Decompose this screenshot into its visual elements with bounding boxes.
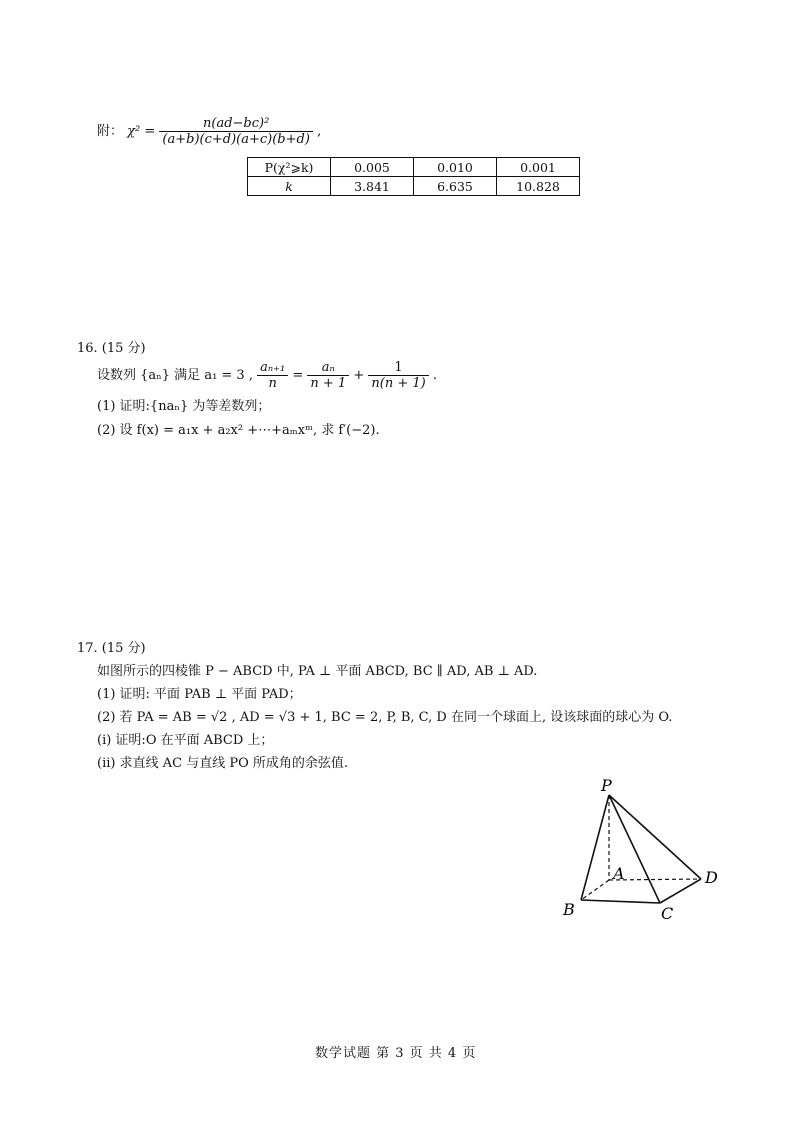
q16-intro: 设数列 {aₙ} 满足 a₁ = 3 , <box>97 368 253 383</box>
q16-frac2-num: aₙ <box>307 360 349 376</box>
pyramid-figure <box>555 775 735 925</box>
table-cell: 10.828 <box>497 177 580 196</box>
q16-frac3-den: n(n + 1) <box>371 376 426 391</box>
table-cell: P(χ²⩾k) <box>248 158 331 177</box>
table-cell: 0.010 <box>414 158 497 177</box>
page-footer: 数学试题 第 3 页 共 4 页 <box>315 1046 477 1061</box>
q16-frac2 <box>307 360 349 391</box>
q16-frac3-num: 1 <box>368 360 428 376</box>
table-row <box>248 177 580 196</box>
q17-part2: (2) 若 PA = AB = √2 , AD = √3 + 1, BC = 2, P, B, C, D 在同一个球面上, 设该球面的球心为 O. <box>97 710 673 725</box>
formula-trail: , <box>317 124 322 139</box>
q16-number: 16. (15 分) <box>77 341 146 356</box>
q17-part2i: (i) 证明:O 在平面 ABCD 上； <box>97 733 274 748</box>
table-cell: k <box>248 177 331 196</box>
q17-number: 17. (15 分) <box>77 641 146 656</box>
q16-frac2-den: n + 1 <box>310 376 347 391</box>
edge-CD <box>660 879 701 903</box>
q16-part1: (1) 证明:{naₙ} 为等差数列； <box>97 399 271 414</box>
chi-numerator: n(ad−bc)² <box>159 116 313 132</box>
chi-fraction <box>159 116 313 147</box>
label-B: B <box>563 900 575 919</box>
q16-frac1-den: n <box>268 376 277 391</box>
q16-frac1-num: aₙ₊₁ <box>257 360 288 376</box>
q17-part2ii: (ii) 求直线 AC 与直线 PO 所成角的余弦值. <box>97 756 348 771</box>
table-row <box>248 158 580 177</box>
q16-part2: (2) 设 f(x) = a₁x + a₂x² +⋯+aₘxᵐ, 求 f′(−2). <box>97 423 380 438</box>
label-C: C <box>661 904 674 923</box>
label-A: A <box>613 864 625 883</box>
table-cell: 3.841 <box>331 177 414 196</box>
label-D: D <box>705 868 718 887</box>
q17-intro: 如图所示的四棱锥 P − ABCD 中, PA ⊥ 平面 ABCD, BC ∥ AD, AB ⊥ AD. <box>97 664 538 679</box>
label-P: P <box>601 776 612 795</box>
table-cell: 0.005 <box>331 158 414 177</box>
edge-PC <box>609 795 660 903</box>
chi-critical-value-table <box>247 157 580 196</box>
table-cell: 6.635 <box>414 177 497 196</box>
q16-plus: + <box>353 368 365 383</box>
appendix-prefix: 附： <box>97 124 124 139</box>
chi-symbol: χ² = <box>127 124 156 139</box>
q16-end: . <box>432 368 437 383</box>
q16-statement <box>97 360 437 391</box>
edge-PB <box>581 795 609 900</box>
q16-frac3 <box>368 360 428 391</box>
edge-BC <box>581 900 660 903</box>
table-cell: 0.001 <box>497 158 580 177</box>
chi-square-formula <box>97 116 321 147</box>
chi-denominator: (a+b)(c+d)(a+c)(b+d) <box>162 132 310 147</box>
q17-part1: (1) 证明: 平面 PAB ⊥ 平面 PAD； <box>97 687 302 702</box>
q16-eq: = <box>292 368 304 383</box>
q16-frac1 <box>257 360 288 391</box>
